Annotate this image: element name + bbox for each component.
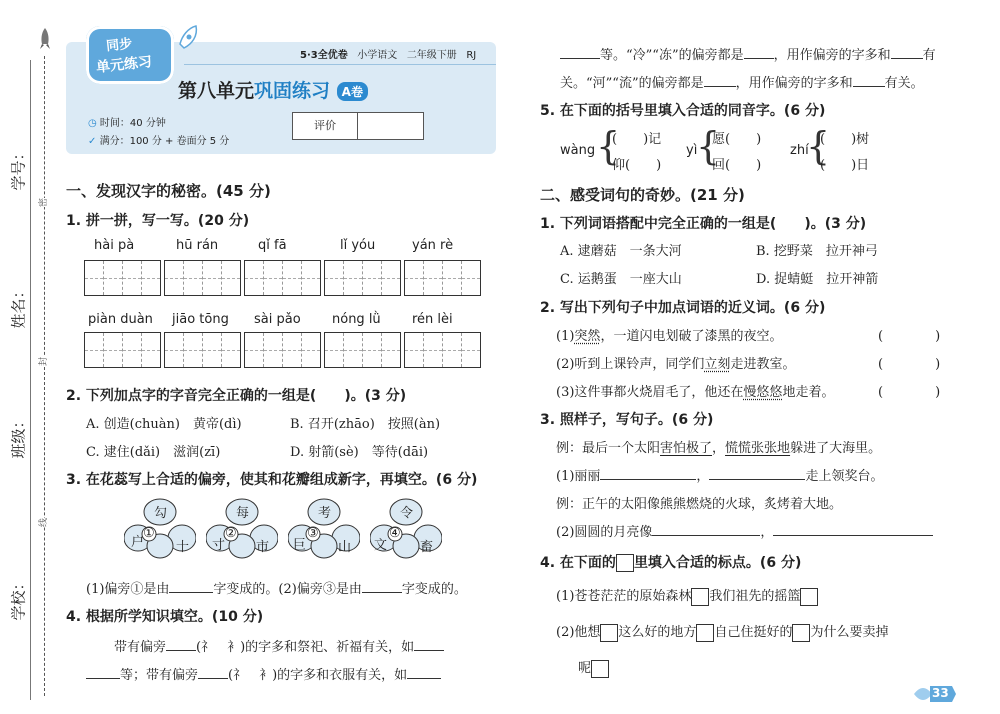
writing-grid-row2[interactable] [84,332,161,368]
series-name: 5·3全优卷 [300,50,348,61]
q4-blank-8[interactable] [891,46,923,59]
pinyin-2: hū rán [176,238,219,253]
r4-title [540,552,801,572]
writing-grid-row1b[interactable] [164,260,241,296]
rocket-badge-icon [174,24,200,54]
q3-fill-b: 字变成的。(2)偏旁③是由 [213,582,362,597]
pinyin-8: sài pǎo [254,312,301,327]
q5-2a[interactable]: 愿( ) [712,132,762,147]
r1-option-b[interactable]: B. 挖野菜 拉开神弓 [756,244,878,259]
r1-option-a[interactable]: A. 逮蘑菇 一条大河 [560,244,682,259]
flower-3-right: 山 [338,540,352,555]
writing-grid-row2e[interactable] [404,332,481,368]
r4-title-b: 里填入合适的标点。(6 分) [633,555,802,571]
writing-grid-row1d[interactable] [324,260,401,296]
r4-l3: 呢 [578,661,592,676]
r4-box-1[interactable] [691,588,709,606]
pinyin-4: lǐ yóu [340,238,376,253]
q4-c2c: 有关。 [884,76,924,91]
section2-title: 二、感受词句的奇妙。(21 分) [540,186,745,204]
q5-title: 5. 在下面的括号里填入合适的同音字。(6 分) [540,103,826,119]
q4-l2a: 等；带有偏旁 [120,668,199,683]
r2-title: 2. 写出下列句子中加点词语的近义词。(6 分) [540,300,826,316]
r1-option-c[interactable]: C. 运鹅蛋 一座大山 [560,272,682,287]
flower-1-num[interactable]: ① [143,526,155,541]
q5-1a[interactable]: ( )记 [612,132,662,147]
q4-blank-10[interactable] [853,74,885,87]
score-info [88,132,229,147]
class-label: 班级： [9,413,28,459]
r4-box-3[interactable] [600,624,618,642]
r2-item-2 [556,353,795,372]
r2-1-pre: (1) [556,329,575,344]
student-id-label: 学号： [9,145,28,191]
pinyin-9: nóng lǜ [332,312,381,327]
writing-grid-row2d[interactable] [324,332,401,368]
seal-mark-feng: 封 [36,357,49,366]
r2-2-pre: (2)听到上课铃声，同学们 [556,357,705,372]
r3-ex1c: ， [712,441,726,456]
q2-option-b[interactable]: B. 召开(zhāo) 按照(àn) [290,417,441,432]
flower-3-left: 巨 [293,538,307,553]
q3-blank-2[interactable] [362,580,402,593]
pinyin-1: hài pà [94,238,135,253]
q4-blank-3[interactable] [86,666,120,679]
q5-pinyin-1: wàng [560,143,596,158]
page-number: 33 [932,686,949,700]
writing-grid-row2b[interactable] [164,332,241,368]
r2-paren-2[interactable]: ( ) [878,357,941,372]
r2-paren-3[interactable]: ( ) [878,385,941,400]
r3-fill-1 [556,465,883,484]
flower-3-top: 考 [318,506,332,521]
cut-line [44,56,45,696]
q2-title: 2. 下列加点字的字音完全正确的一组是( )。(3 分) [66,388,407,404]
flower-2-right: 市 [256,540,270,555]
brace-1: { [596,124,621,168]
binding-margin [0,0,60,714]
q3-blank-1[interactable] [169,580,213,593]
q2-option-c[interactable]: C. 逮住(dǎi) 滋润(zī) [86,445,221,460]
vertical-fill-line [30,60,31,700]
school-label: 学校： [9,575,28,621]
clock-icon: ◷ [88,118,97,129]
flower-2-left: 寸 [212,538,226,553]
flower-4-num[interactable]: ④ [389,526,401,541]
title-tag: A卷 [337,82,368,101]
q3-fill-c: 字变成的。 [401,582,467,597]
q4-blank-4[interactable] [198,666,228,679]
q4-blank-1[interactable] [166,638,196,651]
pinyin-7: jiāo tōng [172,312,229,327]
q4-cont-line-2 [560,72,924,91]
header-divider [184,64,496,65]
q4-c1b: ，用作偏旁的字多和 [773,48,891,63]
q4-l1a: 带有偏旁 [114,640,167,655]
r4-line-2 [556,621,888,642]
evaluation-box[interactable] [292,112,424,140]
seal-mark-xian: 线 [36,518,49,527]
r2-2-dot: 立刻 [704,357,731,372]
section1-title: 一、发现汉字的秘密。(45 分) [66,182,271,200]
badge-line2: 单元练习 [95,54,153,76]
grade: 二年级下册 [406,50,457,61]
flower-1-right: 十 [176,540,190,555]
check-icon: ✓ [88,136,97,147]
flower-2-top: 每 [236,506,250,521]
brace-2: { [696,124,721,168]
r3-f1b: ， [696,469,710,484]
r3-blank-3[interactable] [652,523,760,536]
q4-blank-6[interactable] [560,46,600,59]
r3-blank-2[interactable] [709,467,805,480]
q4-line-2 [86,664,441,683]
r3-f1c: 走上领奖台。 [805,469,884,484]
r2-3-dot: 慢悠悠 [743,385,783,400]
r4-title-box [616,554,634,572]
q4-blank-5[interactable] [407,666,441,679]
q2-option-d[interactable]: D. 射箭(sè) 等待(dāi) [290,445,429,460]
pinyin-5: yán rè [412,238,454,253]
r3-example-2: 例：正午的太阳像熊熊燃烧的火球，炙烤着大地。 [556,497,843,512]
title-unit: 第八单元 [178,80,255,102]
r4-l2c: 自己住挺好的 [714,625,793,640]
r3-blank-1[interactable] [600,467,696,480]
score-text: 满分：100 分 + 卷面分 5 分 [99,136,230,147]
writing-grid-row2c[interactable] [244,332,321,368]
r3-title: 3. 照样子，写句子。(6 分) [540,412,714,428]
q3-title: 3. 在花蕊写上合适的偏旁，使其和花瓣组成新字，再填空。(6 分) [66,472,478,488]
flower-4-right: 畜 [420,540,434,555]
r1-option-d[interactable]: D. 捉蜻蜓 拉开神箭 [756,272,879,287]
page-title [178,76,368,103]
r3-example-1 [556,437,881,456]
series-label [300,46,476,61]
r2-2-post: 走进教室。 [730,357,796,372]
r4-l2d: 为什么要卖掉 [810,625,889,640]
q3-fill-line [86,578,467,597]
time-text: 时间：40 分钟 [99,118,166,129]
subject: 小学语文 [357,50,398,61]
r3-ex1d: 慌慌张张地 [725,441,791,456]
q5-3b[interactable]: ( )日 [820,158,870,173]
q5-2b[interactable]: 回( ) [712,158,762,173]
r4-box-4[interactable] [696,624,714,642]
r3-blank-4[interactable] [773,523,933,536]
title-practice: 巩固练习 [254,80,331,102]
flower-4-left: 文 [374,538,388,553]
r2-item-3 [556,381,834,400]
q3-fill-a: (1)偏旁①是由 [86,582,170,597]
r3-f2b: ， [760,525,774,540]
q4-blank-9[interactable] [704,74,736,87]
q4-c2a: 关。“河”“流”的偏旁都是 [560,76,704,91]
r2-1-post: ，一道闪电划破了漆黑的夜空。 [600,329,783,344]
flower-1-top: 勾 [154,506,168,521]
edition: RJ [466,50,477,61]
q4-line-1 [114,636,444,655]
name-label: 姓名： [9,283,28,329]
time-info [88,114,166,129]
r2-3-pre: (3)这件事都火烧眉毛了，他还在 [556,385,744,400]
r3-f1a: (1)丽丽 [556,469,601,484]
seal-mark-mi: 密 [36,198,49,207]
r2-3-post: 地走着。 [782,385,835,400]
writing-grid-row1[interactable] [84,260,161,296]
r4-title-a: 4. 在下面的 [540,555,616,571]
r4-box-6[interactable] [591,660,609,678]
page-number-badge [912,684,956,704]
flower-3-num[interactable]: ③ [307,526,319,541]
r3-fill-2 [556,521,933,540]
r4-l1a: (1)苍苍茫茫的原始森林 [556,589,692,604]
flower-2-num[interactable]: ② [225,526,237,541]
r2-paren-1[interactable]: ( ) [878,329,941,344]
q5-1b[interactable]: 仰( ) [612,158,662,173]
r4-l1b: 我们祖先的摇篮 [709,589,801,604]
r3-ex1e: 躲进了大海里。 [790,441,882,456]
r2-item-1 [556,325,782,344]
brace-3: { [806,124,831,168]
pinyin-3: qǐ fā [258,238,287,253]
q5-pinyin-2: yì [686,143,698,158]
pinyin-6: piàn duàn [88,312,153,327]
q5-3a[interactable]: ( )树 [820,132,870,147]
r4-l2a: (2)他想 [556,625,601,640]
r3-f2a: (2)圆圆的月亮像 [556,525,653,540]
unit-badge [86,26,174,84]
writing-grid-row1e[interactable] [404,260,481,296]
flower-1-left: 户 [131,535,145,550]
q4-l1b: (礻 衤)的字多和祭祀、祈福有关，如 [196,640,415,655]
r1-title: 1. 下列词语搭配中完全正确的一组是( )。(3 分) [540,216,867,232]
r4-l2b: 这么好的地方 [618,625,697,640]
pinyin-10: rén lèi [412,312,453,327]
badge-line1: 同步 [105,36,133,55]
flower-4-top: 令 [400,506,414,521]
q5-pinyin-3: zhí [790,143,809,158]
evaluation-label: 评价 [293,113,358,139]
q4-c2b: ，用作偏旁的字多和 [735,76,853,91]
q4-c1a: 等。“冷”“冻”的偏旁都是 [600,48,744,63]
q1-title: 1. 拼一拼，写一写。(20 分) [66,213,250,229]
writing-grid-row1c[interactable] [244,260,321,296]
q2-option-a[interactable]: A. 创造(chuàn) 黄帝(dì) [86,417,242,432]
q4-cont-line-1 [560,44,936,63]
r3-ex1b: 害怕极了 [660,441,713,456]
r4-line-1 [556,585,818,606]
q4-c1c: 有 [922,48,936,63]
r2-1-dot: 突然 [574,329,601,344]
header-banner [66,36,496,154]
r4-line-3 [578,657,609,678]
q4-l2b: (礻 衤)的字多和衣服有关，如 [228,668,408,683]
q4-blank-7[interactable] [744,46,774,59]
q4-blank-2[interactable] [414,638,444,651]
r4-box-5[interactable] [792,624,810,642]
r3-ex1a: 例：最后一个太阳 [556,441,661,456]
q4-title: 4. 根据所学知识填空。(10 分) [66,609,264,625]
rocket-icon [38,28,52,50]
r4-box-2[interactable] [800,588,818,606]
